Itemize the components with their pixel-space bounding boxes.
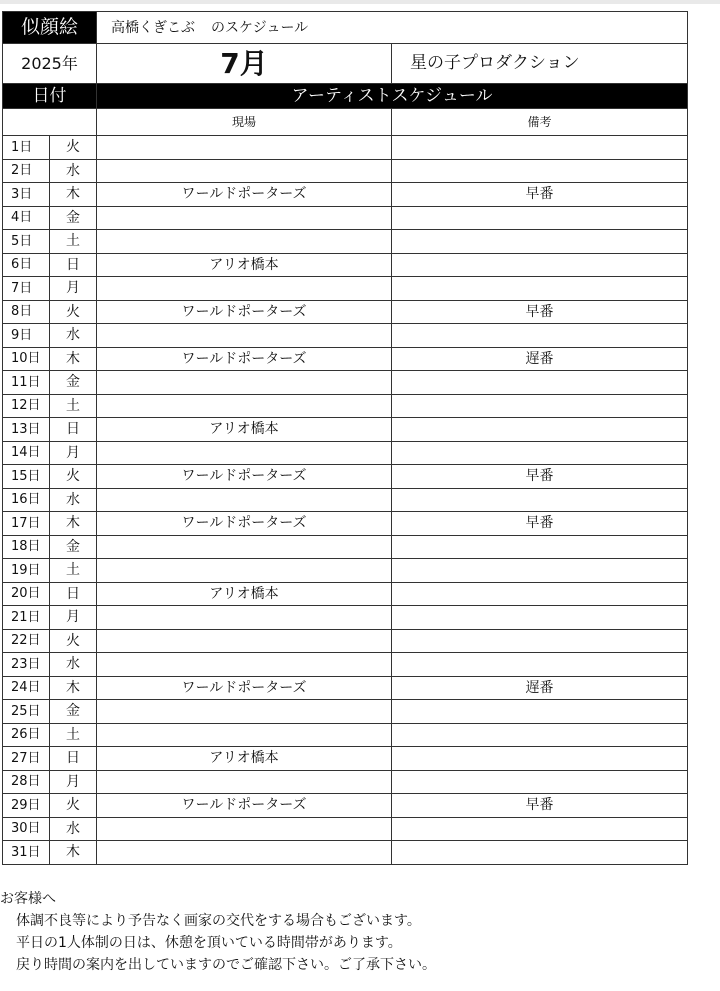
note-cell: [392, 394, 688, 418]
note-cell: [392, 535, 688, 559]
note-cell: [392, 441, 688, 465]
column-header-row: [3, 109, 688, 136]
weekday-cell: 木: [50, 183, 97, 207]
note-cell: 早番: [392, 300, 688, 324]
day-row: [3, 324, 688, 348]
day-cell: 31日: [3, 841, 50, 865]
year-month-row: [3, 44, 688, 84]
weekday-cell: 土: [50, 394, 97, 418]
day-row: [3, 676, 688, 700]
site-cell: [97, 723, 392, 747]
site-cell: [97, 653, 392, 677]
note-cell: [392, 700, 688, 724]
site-cell: [97, 841, 392, 865]
day-cell: 3日: [3, 183, 50, 207]
site-cell: [97, 206, 392, 230]
day-row: [3, 300, 688, 324]
date-column-blank: [3, 109, 97, 136]
day-row: [3, 441, 688, 465]
note-cell: 遅番: [392, 676, 688, 700]
day-row: [3, 371, 688, 395]
day-cell: 12日: [3, 394, 50, 418]
year-label: 2025年: [3, 44, 97, 84]
day-cell: 4日: [3, 206, 50, 230]
day-cell: 2日: [3, 159, 50, 183]
site-cell: [97, 230, 392, 254]
note-cell: [392, 371, 688, 395]
weekday-cell: 水: [50, 653, 97, 677]
weekday-cell: 金: [50, 371, 97, 395]
site-cell: アリオ橋本: [97, 418, 392, 442]
note-cell: [392, 629, 688, 653]
weekday-cell: 月: [50, 606, 97, 630]
site-cell: [97, 441, 392, 465]
site-cell: [97, 371, 392, 395]
note-column-header: 備考: [392, 109, 688, 136]
day-cell: 18日: [3, 535, 50, 559]
day-cell: 20日: [3, 582, 50, 606]
day-row: [3, 653, 688, 677]
note-cell: [392, 817, 688, 841]
day-cell: 19日: [3, 559, 50, 583]
day-row: [3, 723, 688, 747]
day-cell: 6日: [3, 253, 50, 277]
site-cell: ワールドポーターズ: [97, 512, 392, 536]
weekday-cell: 日: [50, 418, 97, 442]
weekday-cell: 火: [50, 794, 97, 818]
day-row: [3, 465, 688, 489]
note-cell: 早番: [392, 512, 688, 536]
day-cell: 8日: [3, 300, 50, 324]
note-cell: 早番: [392, 465, 688, 489]
day-cell: 13日: [3, 418, 50, 442]
day-row: [3, 159, 688, 183]
note-cell: [392, 206, 688, 230]
notice-line-3: 戻り時間の案内を出していますのでご確認下さい。ご了承下さい。: [16, 957, 436, 973]
day-cell: 15日: [3, 465, 50, 489]
day-cell: 28日: [3, 770, 50, 794]
day-row: [3, 347, 688, 371]
note-cell: [392, 230, 688, 254]
notice-greeting: お客様へ: [0, 891, 56, 907]
weekday-cell: 水: [50, 488, 97, 512]
day-cell: 5日: [3, 230, 50, 254]
site-cell: [97, 817, 392, 841]
day-row: [3, 606, 688, 630]
weekday-cell: 木: [50, 841, 97, 865]
day-row: [3, 559, 688, 583]
company-name: 星の子プロダクション: [392, 44, 688, 84]
day-cell: 11日: [3, 371, 50, 395]
site-cell: [97, 535, 392, 559]
site-cell: [97, 324, 392, 348]
weekday-cell: 月: [50, 441, 97, 465]
notice-line-1: 体調不良等により予告なく画家の交代をする場合もございます。: [16, 913, 421, 929]
site-cell: ワールドポーターズ: [97, 794, 392, 818]
site-cell: [97, 136, 392, 160]
note-cell: [392, 277, 688, 301]
day-row: [3, 700, 688, 724]
day-row: [3, 512, 688, 536]
day-row: [3, 535, 688, 559]
site-cell: [97, 559, 392, 583]
day-cell: 25日: [3, 700, 50, 724]
site-cell: ワールドポーターズ: [97, 465, 392, 489]
day-row: [3, 582, 688, 606]
section-header-row: [3, 84, 688, 109]
day-cell: 27日: [3, 747, 50, 771]
day-cell: 14日: [3, 441, 50, 465]
note-cell: [392, 723, 688, 747]
day-cell: 1日: [3, 136, 50, 160]
weekday-cell: 火: [50, 136, 97, 160]
weekday-cell: 日: [50, 253, 97, 277]
day-cell: 7日: [3, 277, 50, 301]
site-cell: [97, 770, 392, 794]
weekday-cell: 金: [50, 206, 97, 230]
day-row: [3, 488, 688, 512]
site-cell: [97, 629, 392, 653]
note-cell: [392, 488, 688, 512]
day-cell: 26日: [3, 723, 50, 747]
note-cell: 早番: [392, 794, 688, 818]
weekday-cell: 月: [50, 277, 97, 301]
weekday-cell: 水: [50, 817, 97, 841]
customer-notice: [0, 888, 716, 976]
weekday-cell: 火: [50, 300, 97, 324]
day-row: [3, 629, 688, 653]
weekday-cell: 木: [50, 347, 97, 371]
day-row: [3, 206, 688, 230]
site-cell: ワールドポーターズ: [97, 183, 392, 207]
site-cell: [97, 606, 392, 630]
day-cell: 29日: [3, 794, 50, 818]
day-cell: 21日: [3, 606, 50, 630]
site-cell: [97, 159, 392, 183]
weekday-cell: 火: [50, 629, 97, 653]
weekday-cell: 日: [50, 747, 97, 771]
day-cell: 30日: [3, 817, 50, 841]
day-cell: 10日: [3, 347, 50, 371]
note-cell: [392, 582, 688, 606]
weekday-cell: 金: [50, 700, 97, 724]
day-cell: 16日: [3, 488, 50, 512]
nigao-label: 似顔絵: [3, 12, 97, 44]
note-cell: [392, 418, 688, 442]
day-row: [3, 136, 688, 160]
site-cell: [97, 700, 392, 724]
site-cell: アリオ橋本: [97, 747, 392, 771]
day-cell: 24日: [3, 676, 50, 700]
note-cell: [392, 841, 688, 865]
weekday-cell: 土: [50, 559, 97, 583]
schedule-table: [2, 11, 688, 865]
schedule-suffix: のスケジュール: [211, 19, 309, 36]
note-cell: [392, 159, 688, 183]
date-label: 日付: [3, 84, 97, 109]
note-cell: [392, 324, 688, 348]
day-row: [3, 770, 688, 794]
weekday-cell: 火: [50, 465, 97, 489]
note-cell: 早番: [392, 183, 688, 207]
day-cell: 23日: [3, 653, 50, 677]
note-cell: [392, 653, 688, 677]
note-cell: [392, 253, 688, 277]
weekday-cell: 月: [50, 770, 97, 794]
weekday-cell: 水: [50, 324, 97, 348]
top-edge-bar: [0, 0, 720, 4]
day-row: [3, 817, 688, 841]
day-cell: 17日: [3, 512, 50, 536]
schedule-title: [97, 12, 688, 44]
day-cell: 9日: [3, 324, 50, 348]
site-cell: アリオ橋本: [97, 582, 392, 606]
note-cell: [392, 136, 688, 160]
day-row: [3, 841, 688, 865]
note-cell: [392, 559, 688, 583]
title-row: [3, 12, 688, 44]
artist-name: 高橋くぎこぶ: [111, 19, 196, 36]
site-cell: [97, 394, 392, 418]
site-cell: [97, 488, 392, 512]
weekday-cell: 土: [50, 723, 97, 747]
note-cell: [392, 770, 688, 794]
site-cell: ワールドポーターズ: [97, 676, 392, 700]
schedule-body: [3, 12, 688, 865]
day-row: [3, 183, 688, 207]
month-label: 7月: [97, 44, 392, 84]
weekday-cell: 金: [50, 535, 97, 559]
weekday-cell: 木: [50, 512, 97, 536]
day-row: [3, 418, 688, 442]
site-column-header: 現場: [97, 109, 392, 136]
note-cell: [392, 606, 688, 630]
site-cell: [97, 277, 392, 301]
weekday-cell: 木: [50, 676, 97, 700]
site-cell: ワールドポーターズ: [97, 300, 392, 324]
note-cell: 遅番: [392, 347, 688, 371]
weekday-cell: 土: [50, 230, 97, 254]
site-cell: アリオ橋本: [97, 253, 392, 277]
notice-line-2: 平日の1人体制の日は、休憩を頂いている時間帯があります。: [16, 935, 402, 951]
artist-schedule-label: アーティストスケジュール: [97, 84, 688, 109]
day-row: [3, 747, 688, 771]
day-cell: 22日: [3, 629, 50, 653]
day-row: [3, 253, 688, 277]
day-row: [3, 394, 688, 418]
day-row: [3, 277, 688, 301]
weekday-cell: 水: [50, 159, 97, 183]
day-row: [3, 794, 688, 818]
day-row: [3, 230, 688, 254]
site-cell: ワールドポーターズ: [97, 347, 392, 371]
note-cell: [392, 747, 688, 771]
weekday-cell: 日: [50, 582, 97, 606]
